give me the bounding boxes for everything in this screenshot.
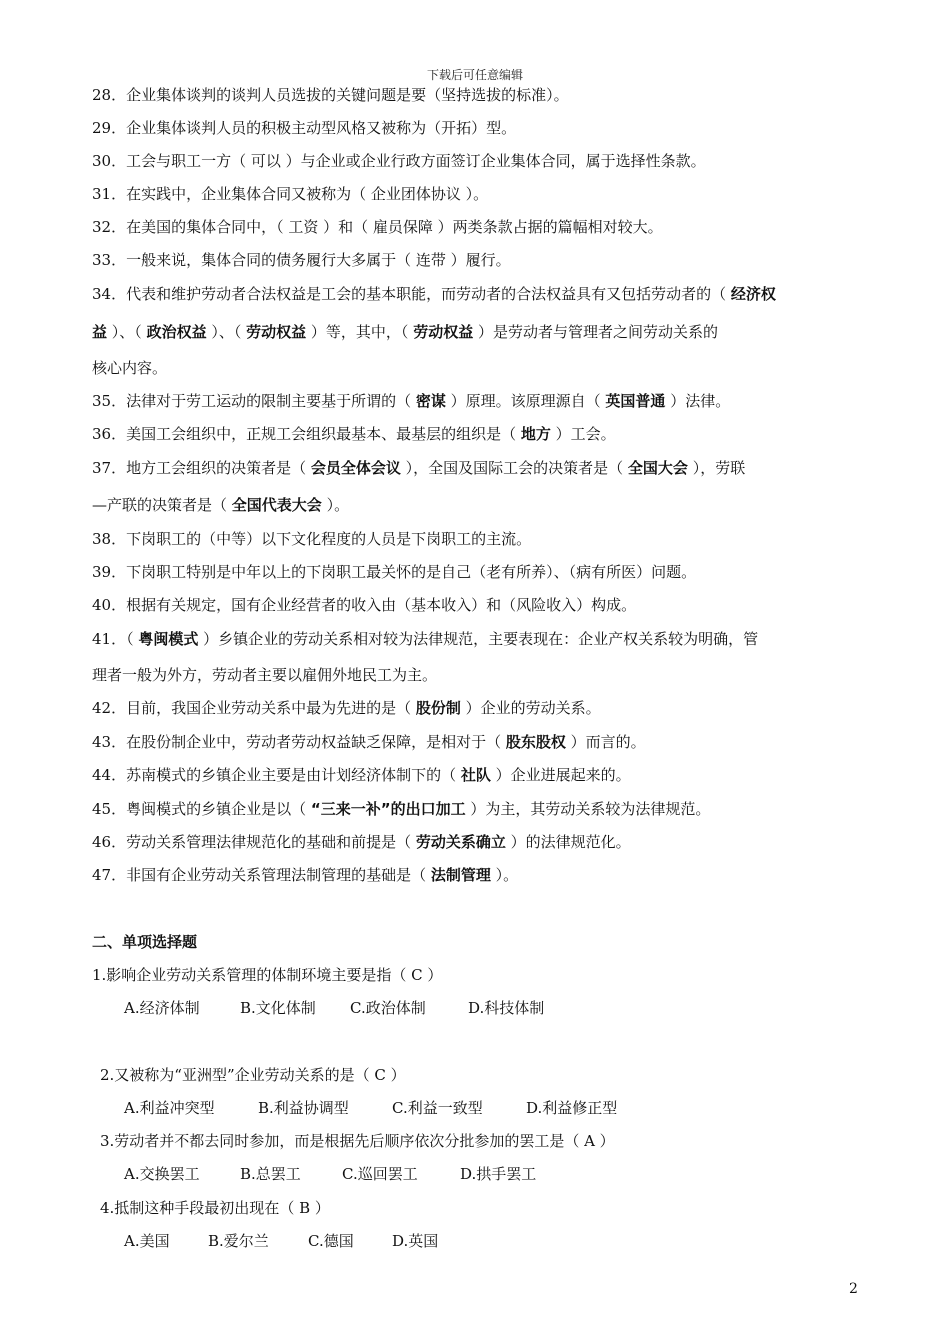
q43-answer-1: 股东股权 (505, 733, 566, 751)
q42-text: ）企业的劳动关系。 (460, 699, 601, 717)
question-37-line-1 (92, 457, 872, 479)
q37-answer-3: 全国代表大会 (231, 496, 322, 514)
q34-text: ）等，其中，（ (306, 323, 414, 341)
question-33: 33．一般来说，集体合同的债务履行大多属于（ 连带 ）履行。 (92, 251, 511, 269)
q34-text: ）是劳动者与管理者之间劳动关系的 (473, 323, 718, 341)
choice-4-option-b: B.爱尔兰 (208, 1232, 269, 1250)
q34-text: 34．代表和维护劳动者合法权益是工会的基本职能，而劳动者的合法权益具有又包括劳动者的（ (92, 285, 731, 303)
q35-text: ）原理。该原理源自（ (445, 392, 606, 410)
question-36 (92, 423, 872, 445)
question-35 (92, 390, 872, 412)
question-37-line-2 (92, 494, 872, 516)
q35-text: ）法律。 (665, 392, 731, 410)
q46-answer-1: 劳动关系确立 (415, 833, 506, 851)
q34-text: ）、（ (107, 323, 147, 341)
q35-answer-2: 英国普通 (605, 392, 666, 410)
question-31: 31．在实践中，企业集体合同又被称为（ 企业团体协议 ）。 (92, 185, 489, 203)
q41-text: 41．（ (92, 630, 139, 648)
page-header: 下载后可任意编辑 (426, 68, 523, 82)
q43-text: 43．在股份制企业中，劳动者劳动权益缺乏保障，是相对于（ (92, 733, 506, 751)
choice-2-option-b: B.利益协调型 (258, 1099, 349, 1117)
q37-text: —产联的决策者是（ (92, 496, 232, 514)
question-45 (92, 798, 872, 820)
question-30: 30．工会与职工一方（ 可以 ）与企业或企业行政方面签订企业集体合同，属于选择性条款。 (92, 152, 706, 170)
question-46 (92, 831, 872, 853)
q37-text: ）。 (321, 496, 350, 514)
section-title: 二、单项选择题 (92, 933, 198, 951)
choice-3-option-b: B.总罢工 (240, 1165, 301, 1183)
choice-4-option-a: A.美国 (124, 1232, 170, 1250)
q41-answer-1: 粤闽模式 (138, 630, 199, 648)
question-43 (92, 731, 872, 753)
choice-3-option-a: A.交换罢工 (124, 1165, 200, 1183)
q37-text: ），劳联 (687, 459, 746, 477)
choice-4-option-d: D.英国 (392, 1232, 439, 1250)
q44-text: 44．苏南模式的乡镇企业主要是由计划经济体制下的（ (92, 766, 461, 784)
q44-answer-1: 社队 (460, 766, 491, 784)
q36-text: 36．美国工会组织中，正规工会组织最基本、最基层的组织是（ (92, 425, 521, 443)
choice-question-2: 2.又被称为“亚洲型”企业劳动关系的是（ C ） (100, 1066, 406, 1084)
q46-text: ）的法律规范化。 (505, 833, 631, 851)
q36-text: ）工会。 (550, 425, 616, 443)
q42-answer-1: 股份制 (415, 699, 461, 717)
question-34-line-2 (92, 321, 872, 343)
q34-answer-2: 政治权益 (146, 323, 207, 341)
question-29: 29．企业集体谈判人员的积极主动型风格又被称为（开拓）型。 (92, 119, 517, 137)
choice-2-option-d: D.利益修正型 (526, 1099, 618, 1117)
q34-answer-3: 劳动权益 (246, 323, 307, 341)
q37-text: 37．地方工会组织的决策者是（ (92, 459, 311, 477)
choice-2-option-c: C.利益一致型 (392, 1099, 483, 1117)
question-44 (92, 764, 872, 786)
q34-answer-1: 经济权 (730, 285, 776, 303)
q35-answer-1: 密谋 (415, 392, 446, 410)
question-34-line-1 (92, 283, 872, 305)
choice-question-3: 3.劳动者并不都去同时参加，而是根据先后顺序依次分批参加的罢工是（ A ） (100, 1132, 615, 1150)
q34-answer-1-end: 益 (92, 323, 108, 341)
q47-text: 47．非国有企业劳动关系管理法制管理的基础是（ (92, 866, 431, 884)
q34-text: ）、（ (206, 323, 247, 341)
q46-text: 46．劳动关系管理法律规范化的基础和前提是（ (92, 833, 416, 851)
q45-answer-1: “三来一补”的出口加工 (310, 800, 466, 818)
q45-text: 45．粤闽模式的乡镇企业是以（ (92, 800, 311, 818)
q35-text: 35．法律对于劳工运动的限制主要基于所谓的（ (92, 392, 416, 410)
question-42 (92, 697, 872, 719)
question-41-line-1 (92, 628, 872, 650)
question-39: 39．下岗职工特别是中年以上的下岗职工最关怀的是自己（老有所养）、（病有所医）问题。 (92, 563, 697, 581)
q42-text: 42．目前，我国企业劳动关系中最为先进的是（ (92, 699, 416, 717)
choice-2-option-a: A.利益冲突型 (124, 1099, 215, 1117)
question-32: 32．在美国的集体合同中，（ 工资 ）和（ 雇员保障 ）两类条款占据的篇幅相对较大。 (92, 218, 663, 236)
q37-answer-1: 会员全体会议 (310, 459, 401, 477)
question-47 (92, 864, 872, 886)
question-41-line-2: 理者一般为外方，劳动者主要以雇佣外地民工为主。 (92, 666, 438, 684)
q47-answer-1: 法制管理 (430, 866, 491, 884)
choice-1-option-a: A.经济体制 (124, 999, 200, 1017)
question-34-line-3: 核心内容。 (92, 359, 168, 377)
choice-1-option-c: C.政治体制 (350, 999, 426, 1017)
choice-4-option-c: C.德国 (308, 1232, 354, 1250)
question-40: 40．根据有关规定，国有企业经营者的收入由（基本收入）和（风险收入）构成。 (92, 596, 637, 614)
q43-text: ）而言的。 (565, 733, 646, 751)
choice-3-option-d: D.拱手罢工 (460, 1165, 537, 1183)
question-38: 38．下岗职工的（中等）以下文化程度的人员是下岗职工的主流。 (92, 530, 532, 548)
q47-text: ）。 (490, 866, 519, 884)
q36-answer-1: 地方 (520, 425, 551, 443)
q34-answer-4: 劳动权益 (413, 323, 474, 341)
choice-1-option-d: D.科技体制 (468, 999, 545, 1017)
page-number: 2 (849, 1281, 858, 1297)
q41-text: ）乡镇企业的劳动关系相对较为法律规范，主要表现在：企业产权关系较为明确，管 (198, 630, 759, 648)
choice-1-option-b: B.文化体制 (240, 999, 316, 1017)
choice-question-4: 4.抵制这种手段最初出现在（ B ） (100, 1199, 330, 1217)
q37-text: ），全国及国际工会的决策者是（ (400, 459, 628, 477)
q45-text: ）为主，其劳动关系较为法律规范。 (465, 800, 711, 818)
q44-text: ）企业进展起来的。 (490, 766, 631, 784)
question-28: 28．企业集体谈判的谈判人员选拔的关键问题是要（坚持选拔的标准）。 (92, 86, 569, 104)
q37-answer-2: 全国大会 (627, 459, 688, 477)
choice-question-1: 1.影响企业劳动关系管理的体制环境主要是指（ C ） (92, 966, 443, 984)
choice-3-option-c: C.巡回罢工 (342, 1165, 418, 1183)
